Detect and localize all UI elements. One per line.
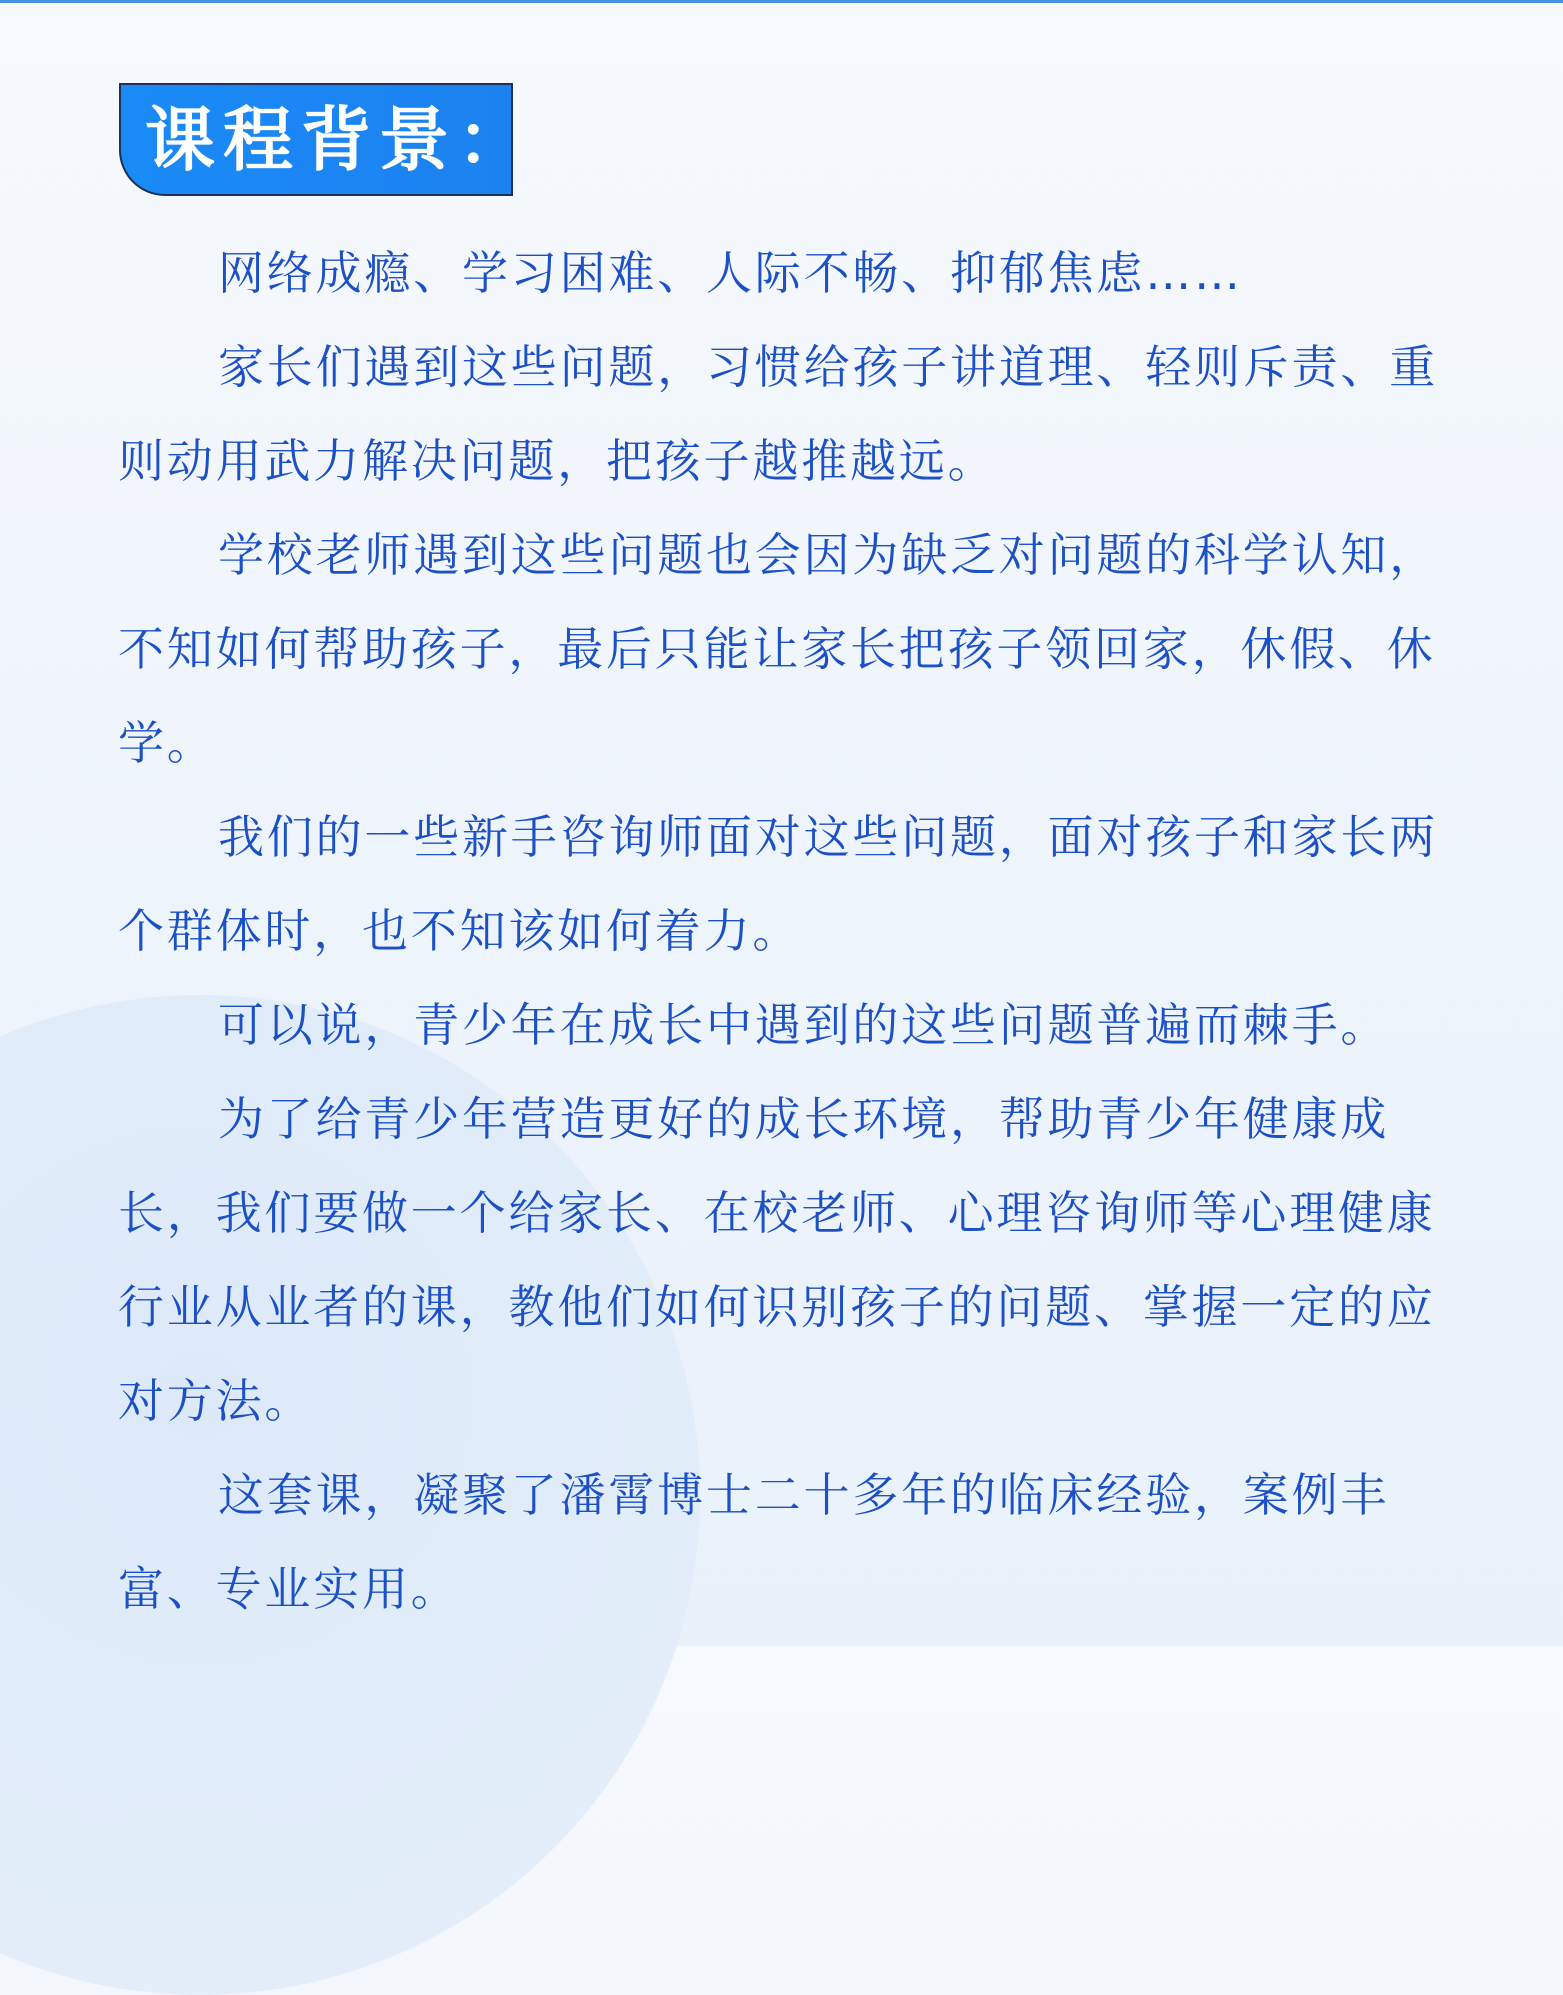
course-background-text <box>118 226 1448 1636</box>
section-title: 课程背景： <box>145 98 535 181</box>
paragraph-7: 这套课，凝聚了潘霄博士二十多年的临床经验，案例丰富、专业实用。 <box>118 1468 1390 1616</box>
paragraph-6: 为了给青少年营造更好的成长环境，帮助青少年健康成长，我们要做一个给家长、在校老师、心理咨询师等心理健康行业从业者的课，教他们如何识别孩子的问题、掌握一定的应对方法。 <box>118 1092 1436 1428</box>
paragraph-2: 家长们遇到这些问题，习惯给孩子讲道理、轻则斥责、重则动用武力解决问题，把孩子越推越远。 <box>118 340 1438 488</box>
paragraph-4: 我们的一些新手咨询师面对这些问题，面对孩子和家长两个群体时，也不知该如何着力。 <box>118 810 1438 958</box>
top-divider <box>0 0 1563 3</box>
paragraph-3: 学校老师遇到这些问题也会因为缺乏对问题的科学认知，不知如何帮助孩子，最后只能让家长把孩子领回家，休假、休学。 <box>118 528 1438 770</box>
paragraph-1: 网络成瘾、学习困难、人际不畅、抑郁焦虑…… <box>218 246 1243 300</box>
section-header-badge <box>119 83 535 196</box>
paragraph-5: 可以说，青少年在成长中遇到的这些问题普遍而棘手。 <box>218 998 1390 1052</box>
